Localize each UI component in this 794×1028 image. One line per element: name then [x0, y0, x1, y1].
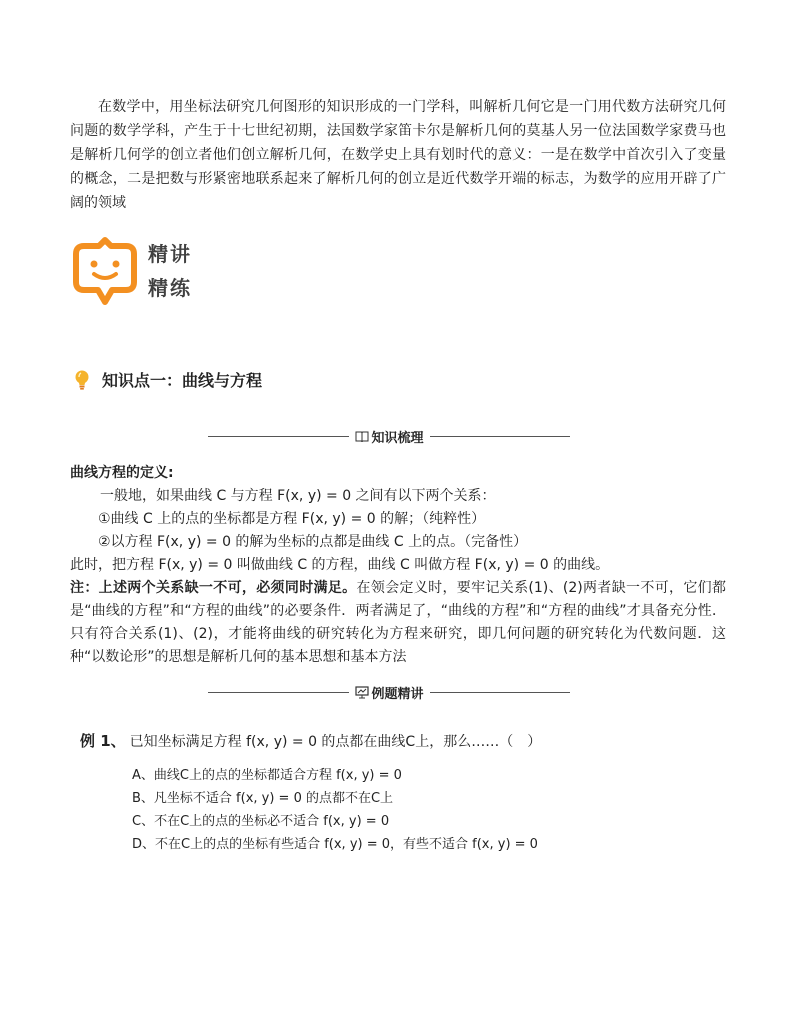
divider-line-right [430, 692, 571, 693]
definition-line2: ①曲线 C 上的点的坐标都是方程 F(x, y) = 0 的解；（纯粹性） [98, 511, 486, 527]
knowledge-point-title: 知识点一：曲线与方程 [102, 371, 263, 390]
option-b: B、凡坐标不适合 f(x, y) = 0 的点都不在C上 [132, 791, 394, 806]
lightbulb-icon [72, 369, 92, 391]
book-icon [355, 430, 369, 442]
intro-paragraph: 在数学中，用坐标法研究几何图形的知识形成的一门学科，叫解析几何它是一门用代数方法研究几何问题的数学学科，产生于十七世纪初期，法国数学家笛卡尔是解析几何的莫基人另一位法国数学家费马也是解析几何学的创立者他们创立解析几何，在数学史上具有划时代的意义：一是在数学中首次引入了变量的概念，二是把数与形紧密地联系起来了解析几何的创立是近代数学开端的标志，为数学的应用开辟了广阔的领域 [70, 99, 726, 211]
divider-line-right [430, 436, 571, 437]
section-divider-examples [208, 682, 570, 702]
note-rest: 在领会定义时，要牢记关系(1)、(2)两者缺一不可，它们都是“曲线的方程”和“方程的曲线”的必要条件．两者满足了，“曲线的方程”和“方程的曲线”才具备充分性．只有符合关系(1)、(2)，才能将曲线的研究转化为方程来研究，即几何问题的研究转化为代数问题．这种“以数论形”的思想是解析几何的基本思想和基本方法 [70, 580, 726, 665]
example-question-text: 已知坐标满足方程 f(x, y) = 0 的点都在曲线C上，那么……（ ） [129, 734, 542, 750]
presentation-board-icon [355, 686, 369, 699]
option-c: C、不在C上的点的坐标必不适合 f(x, y) = 0 [132, 814, 390, 829]
divider-line-left [208, 692, 349, 693]
example-question [80, 730, 541, 751]
jingjiang-jinglian-logo [72, 236, 212, 308]
section-divider-knowledge [208, 426, 570, 446]
divider-label: 知识梳理 [371, 430, 424, 446]
knowledge-point-heading [72, 368, 262, 391]
divider-line-left [208, 436, 349, 437]
definition-line1: 一般地，如果曲线 C 与方程 F(x, y) = 0 之间有以下两个关系： [100, 488, 496, 504]
option-a: A、曲线C上的点的坐标都适合方程 f(x, y) = 0 [132, 768, 402, 783]
definition-heading: 曲线方程的定义: [70, 465, 174, 481]
definition-line3: ②以方程 F(x, y) = 0 的解为坐标的点都是曲线 C 上的点。（完备性） [98, 534, 528, 550]
answer-options [132, 764, 538, 856]
speech-bubble-face-icon [72, 236, 138, 308]
note-bold: 注：上述两个关系缺一不可，必须同时满足。 [70, 580, 357, 596]
divider-label: 例题精讲 [371, 686, 424, 702]
example-label: 例 1、 [80, 732, 126, 750]
logo-text-line1: 精讲 [148, 242, 192, 266]
option-d: D、不在C上的点的坐标有些适合 f(x, y) = 0，有些不适合 f(x, y) = 0 [132, 837, 538, 852]
definition-line4: 此时，把方程 F(x, y) = 0 叫做曲线 C 的方程，曲线 C 叫做方程 F(x, y) = 0 的曲线。 [70, 557, 610, 573]
note-paragraph [70, 577, 726, 669]
logo-text-line2: 精练 [148, 276, 192, 300]
